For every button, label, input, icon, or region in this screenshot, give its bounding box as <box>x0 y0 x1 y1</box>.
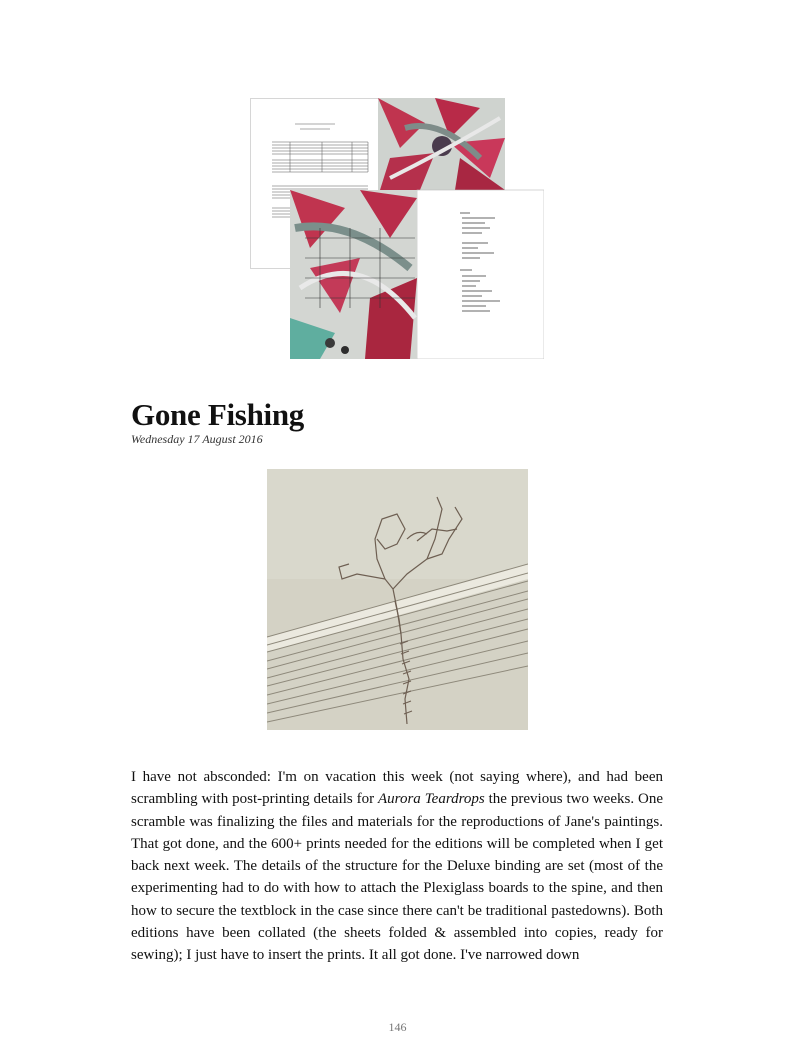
book-title-aurora-teardrops: Aurora Teardrops <box>378 791 485 808</box>
body-text-1: I have not absconded: I'm on vacation this week (not saying where), and had been scrambling with post-printing details for <box>131 769 663 808</box>
post-body <box>131 766 663 967</box>
post-title: Gone Fishing <box>131 397 304 432</box>
book-spread-photo <box>250 98 544 359</box>
page-number: 146 <box>388 1020 407 1034</box>
post-date: Wednesday 17 August 2016 <box>131 432 263 446</box>
sewn-textblock-photo <box>267 469 528 730</box>
body-text-2: the previous two weeks. One scramble was finalizing the files and materials for the reproductions of Jane's paintings. That got done, and the 600+ prints needed for the editions will be completed when I get back next week. The details of the structure for the Deluxe binding are set (most of the experimenting had to do with how to attach the Plexiglass boards to the spine, and then how to secure the textblock in the case since there can't be traditional pastedowns). Both editions have been collated (the sheets folded & assembled into copies, ready for sewing); I just have to insert the prints. It all got done. I've narrowed down <box>131 791 663 964</box>
